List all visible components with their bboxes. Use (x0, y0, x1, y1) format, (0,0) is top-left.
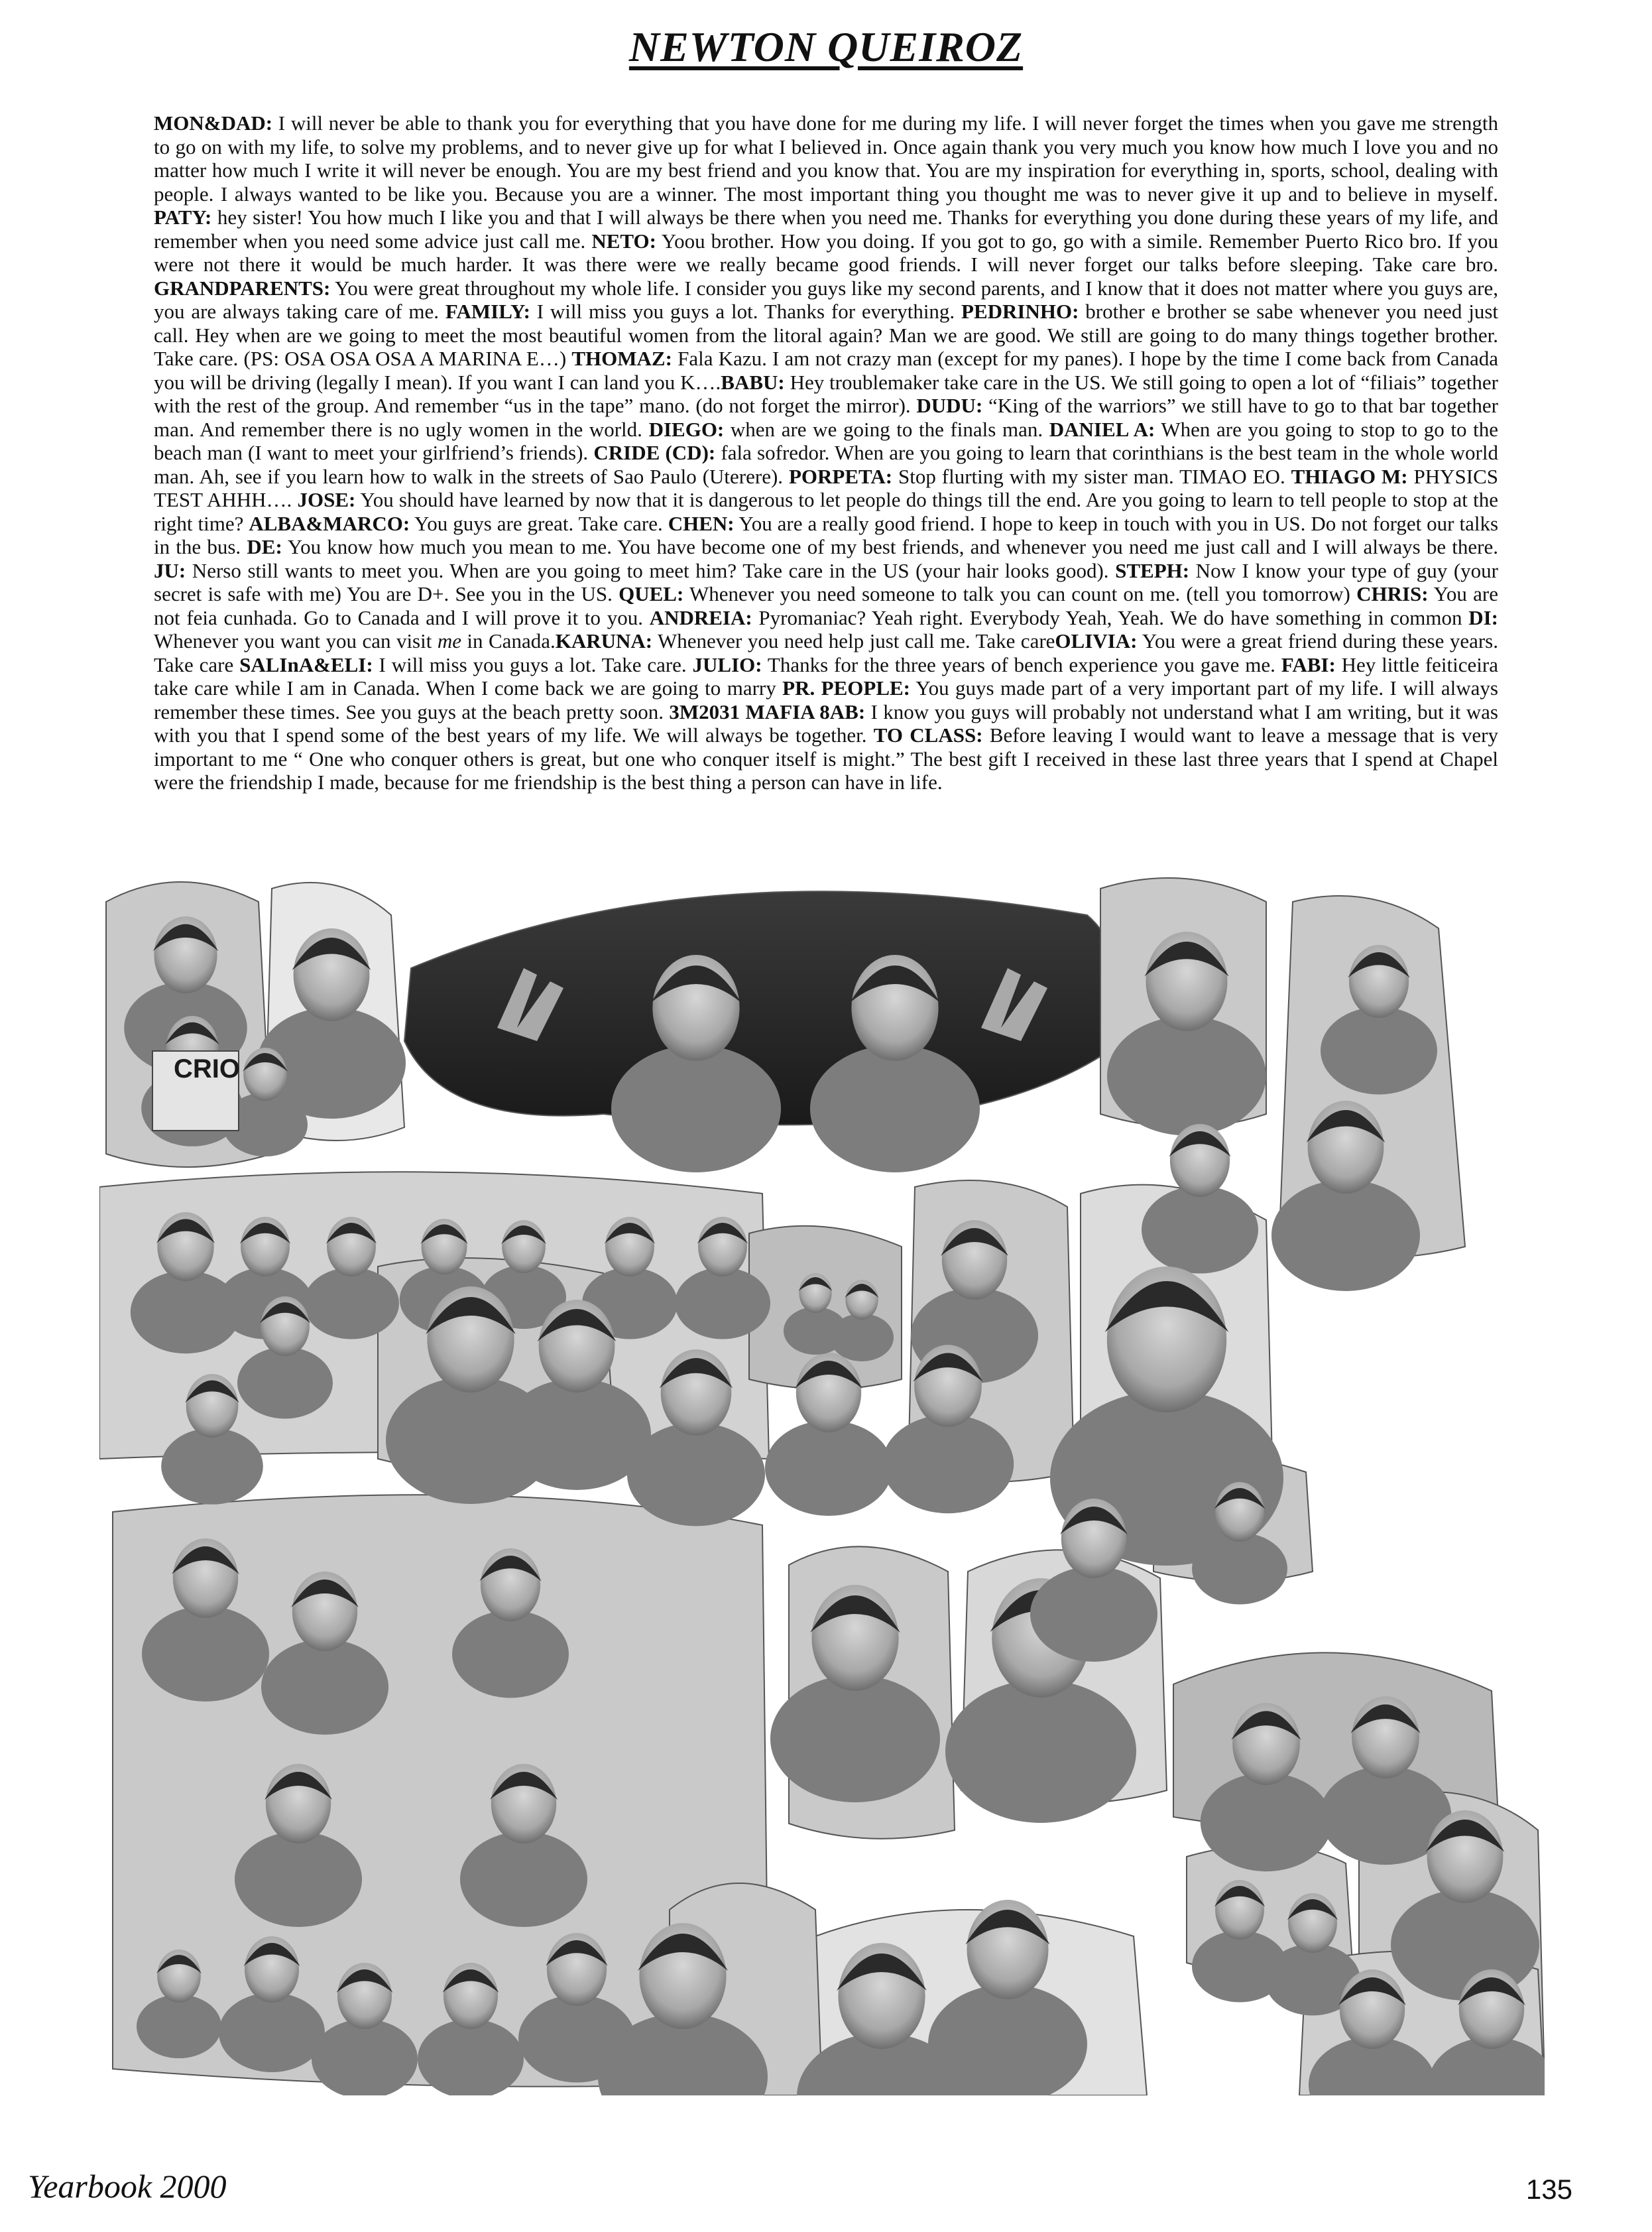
message-recipient: DIEGO: (648, 417, 725, 441)
person-shoulders (312, 2019, 418, 2095)
message-text: Thanks for the three years of bench experience you gave me. (762, 652, 1281, 676)
person-shoulders (765, 1420, 892, 1516)
message-recipient: ANDREIA: (649, 605, 752, 629)
page-title: NEWTON QUEIROZ (628, 23, 1024, 70)
person-shoulders (1107, 1017, 1266, 1136)
message-text: Before leaving I would want to leave a message that is very important to me “ One who conquer others is great, but one who conquer itself is might.” The best gift I received in these last three years that I spend at Chapel were the friendship I made, because for me friendship is the best thing a person can have in life. (154, 723, 1498, 794)
message-text: You know how much you mean to me. You have become one of my best friends, and whenever you need me just call and I will always be there. (282, 535, 1498, 558)
message-recipient: TO CLASS: (873, 723, 983, 747)
message-text: You were a great friend during these years. Take care (154, 629, 1498, 676)
message-text: Stop flurting with my sister man. TIMAO EO. (892, 464, 1291, 488)
message-recipient: STEPH: (1115, 558, 1190, 582)
page-number: 135 (1525, 2174, 1572, 2205)
message-text: You guys are great. Take care. (410, 511, 668, 535)
message-text: I will miss you guys a lot. Thanks for everything. (530, 300, 962, 323)
message-text: You are not feia cunhada. Go to Canada and I will prove it to you. (154, 582, 1498, 629)
person-shoulders (1321, 1007, 1437, 1095)
person-shoulders (418, 2019, 524, 2095)
person-shoulders (518, 1995, 635, 2083)
message-recipient: OLIVIA: (1055, 629, 1138, 652)
message-text: Nerso still wants to meet you. When are you going to meet him? Take care in the US (your hair looks good). (186, 558, 1116, 582)
person-shoulders (830, 1314, 894, 1361)
message-text: Hey little feiticeira take care while I am in Canada. When I come back we are going to marry (154, 652, 1498, 700)
message-recipient: THIAGO M: (1291, 464, 1408, 488)
person-shoulders (945, 1680, 1136, 1823)
message-recipient: JOSE: (297, 488, 356, 511)
message-recipient: GRANDPARENTS: (154, 276, 331, 300)
message-text: when are we going to the finals man. (724, 417, 1049, 441)
person-shoulders (611, 1045, 781, 1172)
message-recipient: PR. PEOPLE: (782, 676, 910, 700)
message-recipient: JU: (154, 558, 186, 582)
person-shoulders (237, 1347, 333, 1419)
message-text: PHYSICS TEST AHHH…. (154, 464, 1499, 511)
message-text: Fala Kazu. I am not crazy man (except for my panes). I hope by the time I come back from Canada you will be driving (legally I mean). If you want I can land you K…. (154, 347, 1498, 394)
message-text: You were great throughout my whole life. I consider you guys like my second parents, and I know that it does not matter where you guys are, you are always taking care of me. (154, 276, 1498, 323)
person-shoulders (770, 1675, 940, 1802)
message-text: I know you guys will probably not understand what I am writing, but it was with you that I spend some of the best years of my life. We will always be together. (154, 700, 1498, 747)
message-recipient: PATY: (154, 206, 212, 229)
message-text: Now I know your type of guy (your secret is safe with me) You are D+. See you in the US. (154, 558, 1498, 605)
message-text: You should have learned by now that it is dangerous to let people do things till the end. Are you going to learn to tell people to stop at the right time? (154, 488, 1499, 535)
message-text: You guys made part of a very important part of my life. I will always remember these times. See you guys at the beach pretty soon. (154, 676, 1498, 723)
message-text: I will never be able to thank you for everything that you have done for me during my life. I will never forget the times when you gave me strength to go on with my life, to solve my problems, and to never give up for what I believed in. Once again thank you very much you know how much I love you and no matter how much I write it will never be enough. You are my best friend and you know that. You are my inspiration for everything in, sports, school, dealing with people. I always wanted to be like you. Because you are a winner. The most important thing you thought me was to never give it up and to believe in myself. (154, 111, 1498, 206)
message-recipient: FAMILY: (445, 300, 530, 323)
message-text: Whenever you want you can visit (154, 629, 438, 652)
message-recipient: PEDRINHO: (961, 300, 1079, 323)
message-recipient: DUDU: (916, 394, 983, 417)
person-shoulders (161, 1428, 263, 1505)
person-shoulders (1201, 1772, 1332, 1871)
message-text: hey sister! You how much I like you and that I will always be there when you need me. Thanks for everything you done during these years of my life, and remember when you need some advice just call me. (154, 206, 1498, 253)
message-recipient: ALBA&MARCO: (249, 511, 410, 535)
message-recipient: DANIEL A: (1049, 417, 1155, 441)
person-shoulders (452, 1611, 569, 1698)
message-text: When are you going to stop to go to the beach man (I want to meet your girlfriend’s friends). (154, 417, 1498, 464)
message-emphasis: me (437, 629, 461, 652)
person-shoulders (460, 1831, 587, 1927)
person-shoulders (675, 1268, 770, 1339)
message-recipient: KARUNA: (555, 629, 653, 652)
person-shoulders (1142, 1186, 1258, 1274)
message-text: Pyromaniac? Yeah right. Everybody Yeah, Yeah. We do have something in common (752, 605, 1469, 629)
message-text: Whenever you need someone to talk you can count on me. (tell you tomorrow) (683, 582, 1357, 605)
person-shoulders (304, 1268, 399, 1339)
message-text: I will miss you guys a lot. Take care. (373, 652, 693, 676)
message-text: in Canada. (461, 629, 556, 652)
person-shoulders (882, 1414, 1014, 1513)
message-text: Hey troublemaker take care in the US. We still going to open a lot of “filiais” together with the rest of the group. And remember “us in the tape” mano. (do not forget the mirror). (154, 370, 1498, 417)
message-recipient: NETO: (591, 229, 656, 253)
message-recipient: CHRIS: (1356, 582, 1429, 605)
personal-message (154, 111, 1498, 794)
person-shoulders (1192, 1533, 1287, 1605)
message-text: You are a really good friend. I hope to keep in touch with you in US. Do not forget our talks in the bus. (154, 511, 1499, 558)
message-recipient: CRIDE (CD): (593, 441, 716, 464)
message-recipient: 3M2031 MAFIA 8AB: (669, 700, 866, 723)
message-text: Whenever you need help just call me. Take care (652, 629, 1055, 652)
person-shoulders (1271, 1180, 1420, 1291)
photo-collage-graphic (99, 875, 1545, 2095)
message-recipient: JULIO: (692, 652, 762, 676)
message-recipient: FABI: (1281, 652, 1336, 676)
photo-collage (99, 875, 1545, 2095)
person-shoulders (137, 1995, 221, 2058)
person-shoulders (1391, 1889, 1539, 2001)
message-text: fala sofredor. When are you going to learn that corinthians is the best team in the whole world man. Ah, see if you learn how to walk in the streets of Sao Paulo (Uterere). (154, 441, 1498, 488)
message-text: Yoou brother. How you doing. If you got to go, go with a simile. Remember Puerto Rico bro. If you were not there it would be much harder. It was there were we really became good friends. I will never forget our talks before sleeping. Take care bro. (154, 229, 1498, 276)
person-shoulders (219, 1993, 325, 2072)
person-shoulders (627, 1423, 765, 1526)
person-shoulders (142, 1606, 269, 1702)
message-recipient: QUEL: (619, 582, 684, 605)
person-shoulders (1030, 1566, 1157, 1662)
person-shoulders (261, 1639, 388, 1735)
message-recipient: MON&DAD: (154, 111, 273, 135)
person-shoulders (810, 1045, 980, 1172)
message-recipient: BABU: (721, 370, 785, 394)
message-recipient: THOMAZ: (571, 347, 672, 370)
message-recipient: CHEN: (668, 511, 735, 535)
message-recipient: SALInA&ELI: (239, 652, 373, 676)
message-recipient: PORPETA: (788, 464, 893, 488)
message-recipient: DE: (247, 535, 282, 558)
footer-yearbook-label: Yearbook 2000 (28, 2168, 227, 2205)
photo-cutouts (99, 878, 1545, 2095)
message-recipient: DI: (1468, 605, 1499, 629)
message-text: “King of the warriors” we still have to go to that bar together man. And remember there is no ugly women in the world. (154, 394, 1498, 441)
shirt-logo: CRIO (174, 1054, 240, 1084)
message-text: brother e brother se sabe whenever you need just call. Hey when are we going to meet the most beautiful women from the litoral again? Man we are good. We still are going to do many things together brother. Take care. (PS: OSA OSA OSA A MARINA E…) (154, 300, 1498, 370)
person-shoulders (235, 1831, 362, 1927)
